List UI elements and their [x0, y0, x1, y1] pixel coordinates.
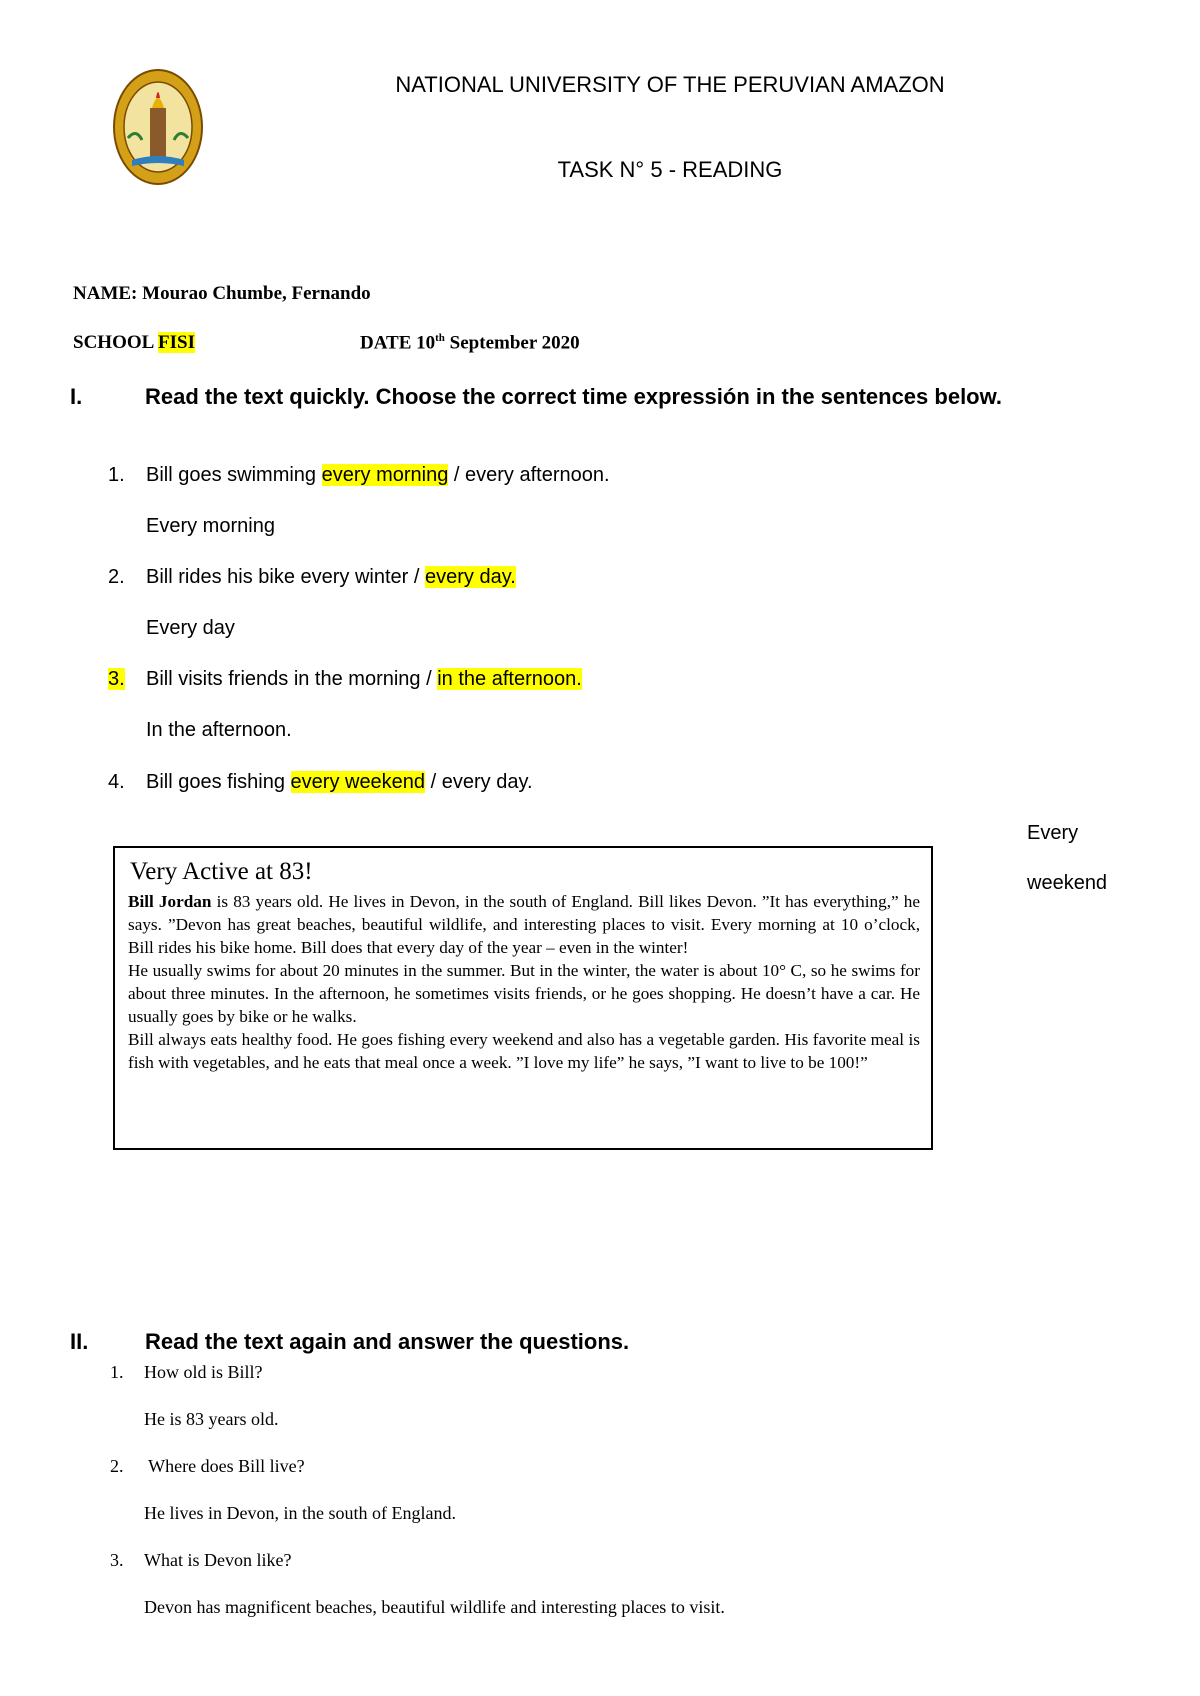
- section-1-text: Read the text quickly. Choose the correct time expressión in the sentences below.: [145, 384, 1003, 409]
- item-text: Bill goes swimming: [146, 464, 322, 486]
- name-label: NAME:: [73, 283, 138, 304]
- item-text: Bill goes fishing: [146, 771, 291, 793]
- section-2-text: Read the text again and answer the questions.: [145, 1329, 630, 1354]
- item-number: 4.: [108, 771, 125, 793]
- section-2-number: II.: [70, 1329, 89, 1354]
- question-text: Where does Bill live?: [144, 1456, 305, 1476]
- item-text: Bill visits friends in the morning /: [146, 668, 438, 690]
- reading-lead-name: Bill Jordan: [128, 892, 212, 911]
- side-answer-line-2: weekend: [1027, 872, 1108, 894]
- student-name-line: [73, 283, 371, 305]
- item-highlight: in the afternoon.: [437, 668, 582, 690]
- exercise-item-4: [108, 771, 533, 794]
- item-number: 2.: [108, 566, 125, 588]
- reading-body: [128, 890, 920, 1074]
- date-day: 10: [416, 332, 436, 354]
- reading-title: Very Active at 83!: [130, 858, 313, 885]
- school-value: FISI: [158, 332, 195, 353]
- question-number: 3.: [110, 1550, 124, 1570]
- reading-p1-text: is 83 years old. He lives in Devon, in the south of England. Bill likes Devon. ”It has everything,” he says. ”Devon has great beaches, beautiful wildlife, and interesting places to visit. Every morning at 10 o’clock, Bill rides his bike home. Bill does that every day of the year – even in the winter!: [128, 892, 920, 957]
- item-highlight: every day.: [424, 566, 516, 588]
- exercise-item-2: [108, 566, 516, 589]
- item-highlight: every morning: [321, 464, 449, 486]
- reading-paragraph-3: Bill always eats healthy food. He goes fishing every weekend and also has a vegetable garden. His favorite meal is fish with vegetables, and he eats that meal once a week. ”I love my life” he says, ”I want to live to be 100!”: [128, 1030, 920, 1072]
- name-value: Mourao Chumbe, Fernando: [142, 283, 371, 304]
- date-label: DATE: [360, 332, 412, 354]
- item-text: Bill rides his bike every winter /: [146, 566, 425, 588]
- date-rest: September 2020: [449, 332, 580, 354]
- question-3: [110, 1550, 291, 1571]
- school-label: SCHOOL: [73, 332, 154, 353]
- section-1-number: I.: [70, 384, 83, 409]
- item-number: 1.: [108, 464, 125, 486]
- item-highlight: every weekend: [290, 771, 426, 793]
- question-text: How old is Bill?: [144, 1362, 263, 1382]
- task-title: TASK N° 5 - READING: [557, 157, 783, 182]
- school-line: [73, 332, 195, 354]
- exercise-item-1: [108, 464, 610, 487]
- university-title: NATIONAL UNIVERSITY OF THE PERUVIAN AMAZON: [395, 72, 945, 97]
- answer-3: Devon has magnificent beaches, beautiful wildlife and interesting places to visit.: [144, 1597, 725, 1617]
- date-line: [360, 332, 580, 354]
- question-2: [110, 1456, 305, 1477]
- side-answer-line-1: Every: [1027, 822, 1079, 844]
- item-number: [108, 668, 146, 691]
- exercise-answer-1: Every morning: [146, 515, 275, 537]
- item-text-after: / every day.: [425, 771, 533, 793]
- answer-2: He lives in Devon, in the south of England.: [144, 1503, 456, 1523]
- item-number-highlight: 3.: [108, 668, 125, 690]
- exercise-item-3: [108, 668, 582, 691]
- date-suffix: th: [435, 332, 445, 344]
- exercise-answer-3: In the afternoon.: [146, 719, 292, 741]
- question-text: What is Devon like?: [144, 1550, 292, 1570]
- item-text-after: / every afternoon.: [448, 464, 610, 486]
- university-seal-icon: [112, 68, 204, 186]
- question-number: 1.: [110, 1362, 124, 1382]
- question-number: 2.: [110, 1456, 124, 1476]
- answer-1: He is 83 years old.: [144, 1409, 279, 1429]
- reading-paragraph-2: He usually swims for about 20 minutes in the summer. But in the winter, the water is about 10° C, so he swims for about three minutes. In the afternoon, he sometimes visits friends, or he goes shopping. He doesn’t have a car. He usually goes by bike or he walks.: [128, 961, 920, 1026]
- question-1: [110, 1362, 263, 1383]
- reading-paragraph-1: [128, 890, 920, 959]
- exercise-answer-2: Every day: [146, 617, 235, 639]
